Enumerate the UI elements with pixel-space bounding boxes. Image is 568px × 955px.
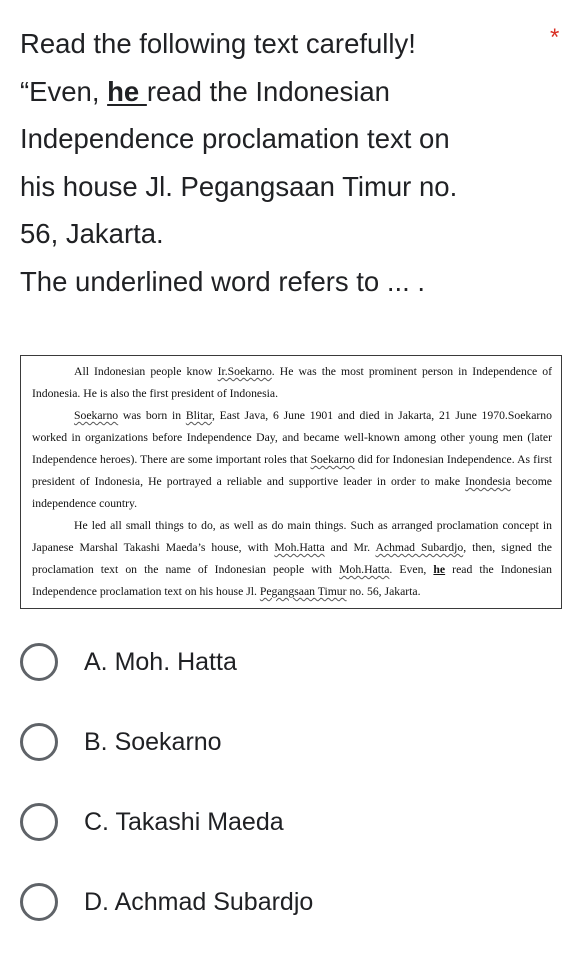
passage-text: read the Indonesian Independence proclamation text on his house Jl.: [32, 563, 553, 598]
radio-button[interactable]: [20, 723, 58, 761]
passage-text: Moh.Hatta: [274, 541, 325, 554]
passage-text: , then, signed the proclamation text on the name of Indonesian people with: [32, 541, 552, 576]
passage-text: , East Java, 6 June 1901 and died in Jakarta, 21 June 1970.Soekarno worked in organizations before Independence Day, and became well-known among other young men (later Independence heroes). There are some important roles that: [32, 409, 552, 466]
radio-button[interactable]: [20, 803, 58, 841]
question-line: [20, 68, 540, 116]
passage-text: no. 56, Jakarta.: [346, 585, 421, 598]
option-b[interactable]: [20, 720, 520, 764]
underlined-word: he: [107, 75, 147, 107]
question-fragment: “Even,: [20, 75, 108, 107]
passage-text: . Even,: [389, 563, 434, 576]
passage-text: Blitar: [185, 409, 212, 422]
question-line: Read the following text carefully!: [20, 28, 416, 59]
option-label[interactable]: B. Soekarno: [84, 727, 222, 756]
question-fragment: read the Indonesian: [146, 75, 390, 107]
required-asterisk: *: [550, 24, 560, 51]
passage-text: He led all small things to do, as well as do main things. Such as arranged proclamation concept in Japanese Marshal Takashi Maeda’s house, with: [32, 519, 552, 554]
option-d[interactable]: [20, 880, 520, 924]
question-line: The underlined word refers to ... .: [20, 265, 426, 297]
radio-button[interactable]: [20, 643, 58, 681]
passage-text: Ir.Soekarno: [217, 365, 272, 378]
passage-paragraph: [32, 405, 552, 515]
question-line: his house Jl. Pegangsaan Timur no.: [20, 170, 458, 202]
passage-text: and Mr.: [324, 541, 376, 554]
option-a[interactable]: [20, 640, 520, 684]
radio-button[interactable]: [20, 883, 58, 921]
passage-paragraph: [32, 361, 552, 405]
passage-text: Moh.Hatta: [339, 563, 390, 576]
passage-paragraph: [32, 515, 552, 603]
passage-text: did for Indonesian Independence. As first president of Indonesia, He portrayed a reliable and supportive leader in order to make: [32, 453, 553, 488]
passage-text: become independence country.: [32, 475, 552, 510]
option-label[interactable]: A. Moh. Hatta: [84, 647, 237, 676]
question-line: 56, Jakarta.: [20, 218, 164, 249]
option-label[interactable]: C. Takashi Maeda: [84, 807, 284, 836]
passage-text: Pegangsaan Timur: [259, 585, 347, 598]
passage-text: . He was the most prominent person in Independence of Indonesia. He is also the first president of Indonesia.: [32, 365, 553, 400]
passage-text: Inondesia: [465, 475, 511, 488]
passage-text: All Indonesian people know: [74, 365, 218, 378]
passage-image: [20, 355, 562, 609]
option-c[interactable]: [20, 800, 520, 844]
question-text: [20, 20, 540, 305]
underlined-word: he: [433, 563, 446, 576]
option-label[interactable]: D. Achmad Subardjo: [84, 887, 314, 916]
passage-text: was born in: [118, 409, 186, 422]
question-line: Independence proclamation text on: [20, 123, 450, 154]
passage-text: Achmad Subardjo: [375, 541, 464, 554]
passage-text: Soekarno: [310, 453, 355, 466]
passage-text: Soekarno: [74, 409, 119, 422]
